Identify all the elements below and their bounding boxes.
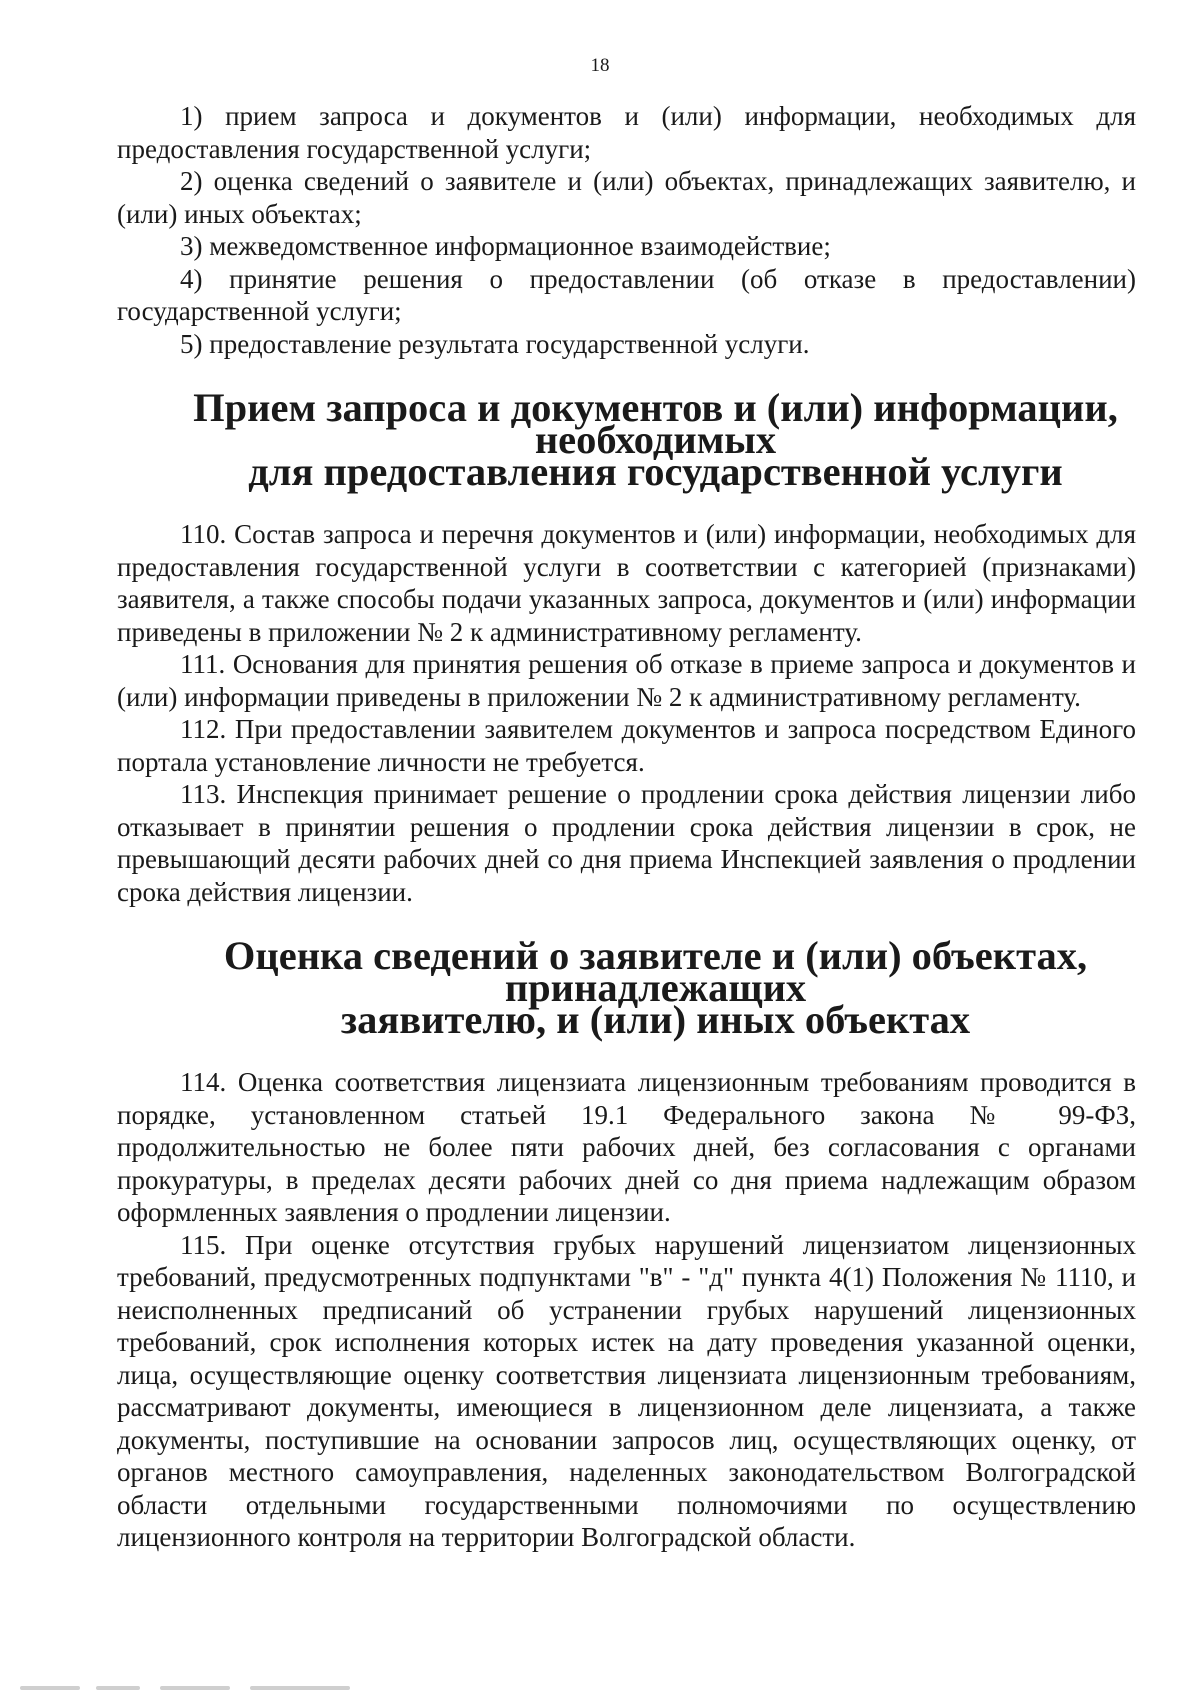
list-item: 4) принятие решения о предоставлении (об отказе в предоставлении) государственной услуги; [117,263,1136,326]
section-applicant-assessment-body [117,1066,1136,1554]
heading-line: заявителю, и (или) иных объектах [340,997,971,1042]
list-item: 5) предоставление результата государственной услуги. [180,328,810,359]
list-item: 3) межведомственное информационное взаимодействие; [180,231,831,261]
paragraph-114: 114. Оценка соответствия лицензиата лицензионным требованиям проводится в порядке, установленном статьей 19.1 Федерального закона № 99-ФЗ, продолжительностью не более пяти рабочих дней, без согласования с органами прокуратуры, в пределах десяти рабочих дней со дня приема надлежащим образом оформленных заявления о продлении лицензии. [117,1067,1136,1227]
heading-line: Прием запроса и документов и (или) информации, необходимых [193,385,1118,462]
list-item: 2) оценка сведений о заявителе и (или) объектах, принадлежащих заявителю, и (или) иных объектах; [117,166,1136,229]
paragraph-115: 115. При оценке отсутствия грубых нарушений лицензиатом лицензионных требований, предусмотренных подпунктами "в" - "д" пункта 4(1) Положения № 1110, и неисполненных предписаний об устранении грубых нарушений лицензионных требований, срок исполнения которых истек на дату проведения указанной оценки, лица, осуществляющие оценку соответствия лицензиата лицензионным требованиям, рассматривают документы, имеющиеся в лицензионном деле лицензиата, а также документы, поступившие на основании запросов лиц, осуществляющих оценку, от органов местного самоуправления, наделенных законодательством Волгоградской области отдельными государственными полномочиями по осуществлению лицензионного контроля на территории Волгоградской области. [117,1229,1136,1552]
procedure-list [117,100,1136,360]
heading-line: для предоставления государственной услуги [248,449,1063,494]
paragraph-110: 110. Состав запроса и перечня документов и (или) информации, необходимых для предоставления государственной услуги в соответствии с категорией (признаками) заявителя, а также способы подачи указанных запроса, документов и (или) информации приведены в приложении № 2 к административному регламенту. [117,519,1136,647]
heading-line: Оценка сведений о заявителе и (или) объектах, принадлежащих [223,933,1088,1010]
page-number: 18 [590,55,610,76]
list-item: 1) прием запроса и документов и (или) информации, необходимых для предоставления государственной услуги; [117,101,1136,164]
section-request-intake-body [117,518,1136,908]
section-heading-applicant-assessment [117,933,1136,1042]
section-heading-request-intake [117,385,1136,494]
paragraph-111: 111. Основания для принятия решения об отказе в приеме запроса и документов и (или) информации приведены в приложении № 2 к административному регламенту. [117,649,1136,712]
paragraph-112: 112. При предоставлении заявителем документов и запроса посредством Единого портала установление личности не требуется. [117,714,1136,777]
scan-artifact [0,1684,360,1692]
page-body [117,100,1136,1554]
paragraph-113: 113. Инспекция принимает решение о продлении срока действия лицензии либо отказывает в принятии решения о продлении срока действия лицензии в срок, не превышающий десяти рабочих дней со дня приема Инспекцией заявления о продлении срока действия лицензии. [117,779,1136,907]
